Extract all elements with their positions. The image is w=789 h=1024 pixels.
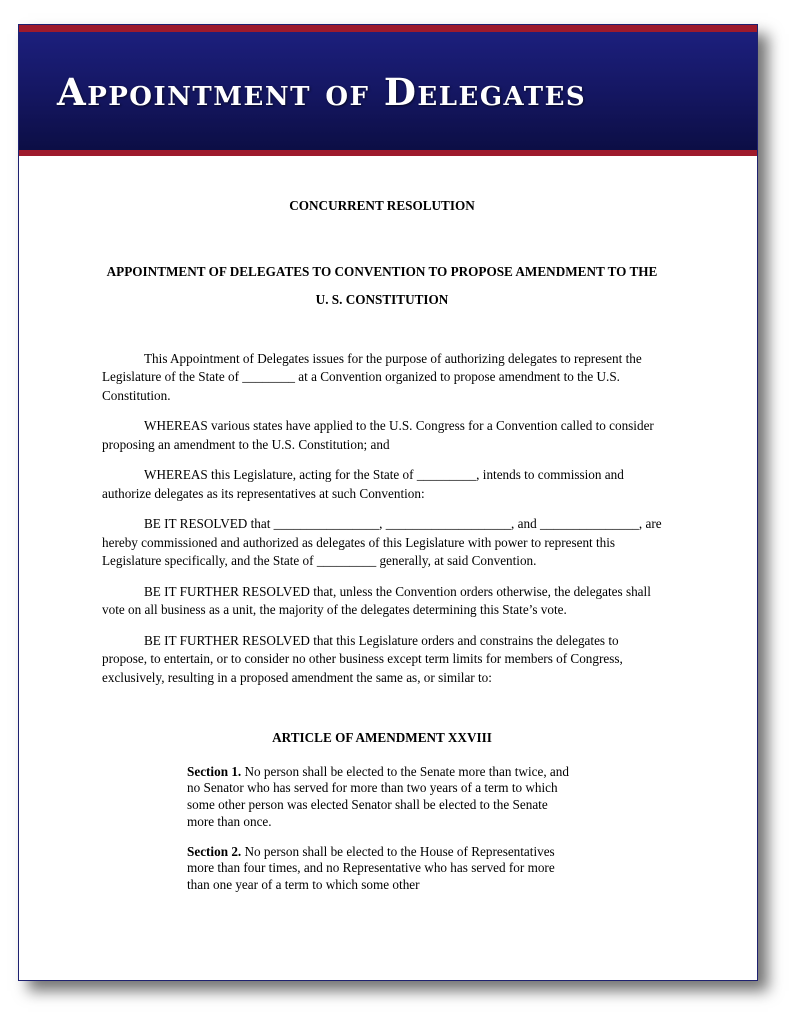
resolution-title-heading: APPOINTMENT OF DELEGATES TO CONVENTION TO PROPOSE AMENDMENT TO THE U. S. CONSTITUTION <box>106 263 658 307</box>
section-1-text: No person shall be elected to the Senate more than twice, and no Senator who has served for more than two years of a term to which some other person was elected Senator shall be elected to the Senate more than once. <box>187 763 569 829</box>
paragraph-purpose: This Appointment of Delegates issues for the purpose of authorizing delegates to represent the Legislature of the State of ________ at a Convention organized to propose amendment to the U.S. Constitution. <box>102 350 642 403</box>
paragraph-whereas-2: WHEREAS this Legislature, acting for the State of _________, intends to commission and authorize delegates as its representatives at such Convention: <box>102 467 624 501</box>
paragraph-further-resolved-1: BE IT FURTHER RESOLVED that, unless the Convention orders otherwise, the delegates shall vote on all business as a unit, the majority of the delegates determining this State’s vote. <box>102 583 651 617</box>
resolution-type-heading: CONCURRENT RESOLUTION <box>289 198 475 213</box>
title-banner <box>19 25 757 156</box>
banner-title: Appointment of Delegates <box>57 70 587 114</box>
section-1 <box>187 764 572 831</box>
section-2-text: No person shall be elected to the House of Representatives more than four times, and no Representative who has served for more than one year of a term to which some other <box>187 843 555 893</box>
document-body <box>102 197 662 907</box>
section-1-label: Section 1. <box>187 763 242 779</box>
article-heading: ARTICLE OF AMENDMENT XXVIII <box>272 730 492 745</box>
paragraph-resolved: BE IT RESOLVED that ________________, ___________________, and _______________, are hereby commissioned and authorized as delegates of this Legislature with power to represent this Legislature specifically, and the State of _________ generally, at said Convention. <box>102 516 662 568</box>
paragraph-further-resolved-2: BE IT FURTHER RESOLVED that this Legislature orders and constrains the delegates to propose, to entertain, or to consider no other business except term limits for members of Congress, exclusively, resulting in a proposed amendment the same as, or similar to: <box>102 632 623 685</box>
paragraph-whereas-1: WHEREAS various states have applied to the U.S. Congress for a Convention called to consider proposing an amendment to the U.S. Constitution; and <box>102 418 654 452</box>
section-2-label: Section 2. <box>187 843 242 859</box>
section-2 <box>187 844 572 894</box>
document-page <box>18 24 758 981</box>
